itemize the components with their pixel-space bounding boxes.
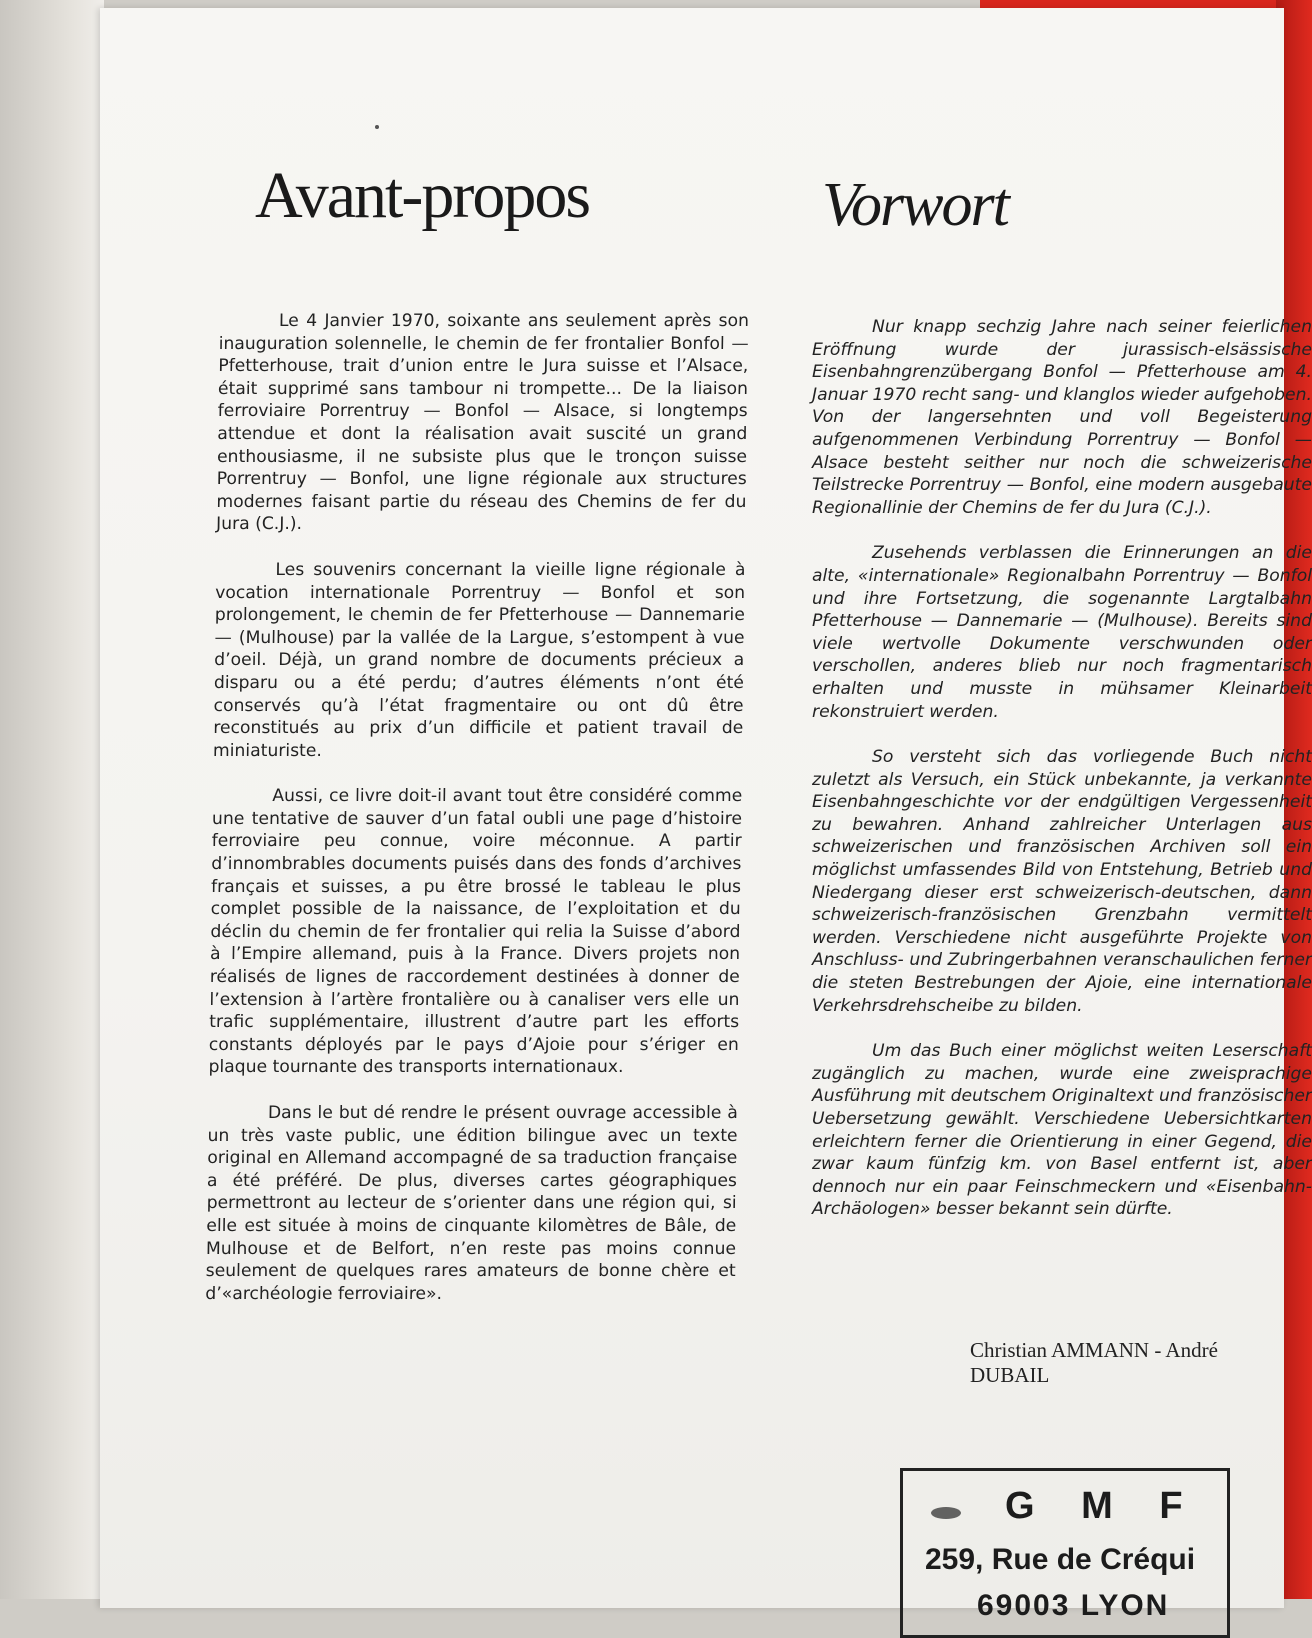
paragraph-fr-3: Aussi, ce livre doit-il avant tout être considéré comme une tentative de sauver d’un fatal oubli une page d’histoire ferroviaire peu connue, voire méconnue. A partir d’innombrables documents puisés dans des fonds d’archives français et suisses, a pu être brossé le tableau le plus complet possible de la naissance, de l’exploitation et du déclin du chemin de fer frontalier qui relia la Suisse d’abord à l’Empire allemand, puis à la France. Divers projets non réalisés de lignes de raccordement destinées à donner de l’extension à l’artère frontalière ou à canaliser vers elle un trafic supplémentaire, illustrent d’autre part les efforts constants déployés par le pays d’Ajoie pour s’ériger en plaque tournante des transports internationaux. bbox=[208, 786, 743, 1078]
stamp-ink-blot bbox=[931, 1507, 961, 1519]
stamp-address: 259, Rue de Créqui bbox=[925, 1543, 1196, 1576]
page-title-german: Vorwort bbox=[822, 171, 1008, 239]
ink-speck bbox=[375, 125, 379, 129]
paragraph-de-3: So versteht sich das vorliegende Buch nicht zuletzt als Versuch, ein Stück unbekannte, ja verkannte Eisenbahngeschichte vor der endgültigen Vergessenheit zu bewahren. Anhand zahlreicher Unterlagen aus schweizerischen und französischen Archiven soll ein möglichst umfassendes Bild von Entstehung, Betrieb und Niedergang dieser erst schweizerisch-deutschen, dann schweizerisch-französischen Grenzbahn vermittelt werden. Verschiedene nicht ausgeführte Projekte von Anschluss- und Zubringerbahnen veranschaulichen ferner die steten Bestrebungen der Ajoie, eine internationale Verkehrsdrehscheibe zu bilden. bbox=[812, 747, 1312, 1016]
german-column bbox=[812, 316, 1312, 1244]
author-signature-line: Christian AMMANN - André DUBAIL bbox=[970, 1338, 1218, 1387]
paragraph-fr-4: Dans le but dé rendre le présent ouvrage accessible à un très vaste public, une édition bilingue avec un texte original en Allemand accompagné de sa traduction française a été préféré. De plus, diverses cartes géographiques permettront au lecteur de s’orienter dans une région qui, si elle est située à moins de cinquante kilomètres de Bâle, de Mulhouse et de Belfort, n’en reste pas moins connue seulement de quelques rares amateurs de bonne chère et d’«archéologie ferroviaire». bbox=[205, 1103, 739, 1304]
stamp-city: 69003 LYON bbox=[977, 1589, 1170, 1622]
paragraph-de-2: Zusehends verblassen die Erinnerungen an die alte, «internationale» Regionalbahn Porrentruy — Bonfol und ihre Fortsetzung, die sogenannte Largtalbahn Pfetterhouse — Dannemarie — (Mulhouse). Bereits sind viele wertvolle Dokumente verschwunden oder verschollen, anderes blieb nur noch fragmentarisch erhalten und musste in mühsamer Kleinarbeit rekonstruiert werden. bbox=[812, 543, 1312, 722]
book-spine-edge bbox=[0, 0, 104, 1599]
paragraph-de-1: Nur knapp sechzig Jahre nach seiner feierlichen Eröffnung wurde der jurassisch-elsässische Eisenbahngrenzübergang Bonfol — Pfetterhouse am 4. Januar 1970 recht sang- und klanglos wieder aufgehoben. Von der langersehnten und voll Begeisterung aufgenommenen Verbindung Porrentruy — Bonfol — Alsace besteht seither nur noch die schweizerische Teilstrecke Porrentruy — Bonfol, eine modern ausgebaute Regionallinie der Chemins de fer du Jura (C.J.). bbox=[812, 317, 1312, 518]
paragraph-fr-1: Le 4 Janvier 1970, soixante ans seulement après son inauguration solennelle, le chemin de fer frontalier Bonfol — Pfetterhouse, trait d’union entre le Jura suisse et l’Alsace, était supprimé sans tambour ni trompette... De la liaison ferroviaire Porrentruy — Bonfol — Alsace, si longtemps attendue et dont la réalisation avait suscité un grand enthousiasme, il ne subsiste plus que le tronçon suisse Porrentruy — Bonfol, une ligne régionale aux structures modernes faisant partie du réseau des Chemins de fer du Jura (C.J.). bbox=[215, 311, 750, 535]
bookseller-stamp bbox=[900, 1468, 1230, 1638]
page-title-french: Avant-propos bbox=[255, 159, 590, 232]
book-page bbox=[100, 8, 1312, 1622]
french-column bbox=[205, 310, 749, 1328]
stamp-company-name: G M F bbox=[1005, 1485, 1201, 1527]
paragraph-fr-2: Les souvenirs concernant la vieille ligne régionale à vocation internationale Porrentruy — Bonfol et son prolongement, le chemin de fer Pfetterhouse — Dannemarie — (Mulhouse) par la vallée de la Largue, s’estompent à vue d’oeil. Déjà, un grand nombre de documents précieux a disparu ou a été perdu; d’autres éléments n’ont été conservés qu’à l’état fragmentaire ou ont dû être reconstitués au prix d’un difficile et patient travail de miniaturiste. bbox=[212, 559, 746, 761]
paragraph-de-4: Um das Buch einer möglichst weiten Leserschaft zugänglich zu machen, wurde eine zweisprachige Ausführung mit deutschem Originaltext und französischer Uebersetzung gewählt. Verschiedene Uebersichtkarten erleichtern ferner die Orientierung in einer Gegend, die zwar kaum fünfzig km. von Basel entfernt ist, aber dennoch nur ein paar Feinschmeckern und «Eisenbahn-Archäologen» besser bekannt sein dürfte. bbox=[812, 1041, 1312, 1220]
